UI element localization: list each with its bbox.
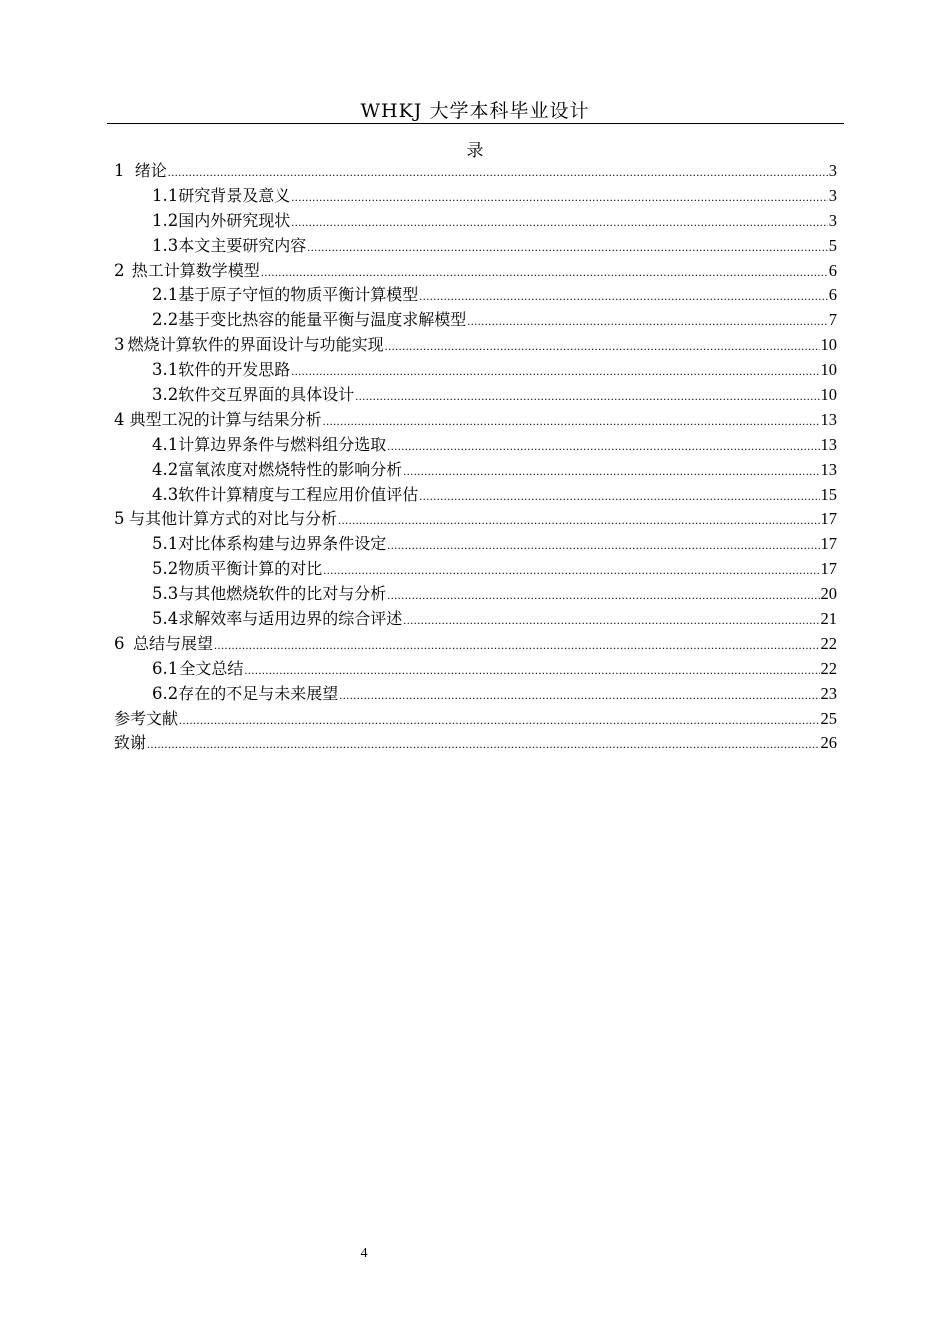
toc-entry-title: 软件计算精度与工程应用价值评估 (178, 484, 419, 504)
toc-leader-dots (307, 235, 827, 259)
toc-leader-dots (387, 533, 819, 557)
toc-entry-page: 3 (828, 161, 837, 180)
toc-entry[interactable] (114, 458, 837, 483)
toc-leader-dots (244, 658, 819, 682)
toc-entry-number: 6.2 (152, 683, 179, 703)
toc-entry-title: 基于变比热容的能量平衡与温度求解模型 (178, 310, 467, 330)
toc-entry-title: 全文总结 (179, 658, 244, 678)
toc-entry-title: 对比体系构建与边界条件设定 (178, 534, 387, 554)
toc-entry[interactable] (114, 259, 837, 284)
toc-leader-dots (403, 459, 819, 483)
toc-entry-page: 5 (828, 235, 837, 255)
toc-entry-number: 5.2 (152, 559, 179, 579)
toc-entry-page: 17 (820, 509, 837, 529)
toc-entry[interactable] (114, 383, 837, 408)
toc-entry-title: 热工计算数学模型 (131, 260, 260, 280)
toc-entry-number: 5.4 (152, 609, 179, 629)
toc-entry[interactable] (114, 159, 837, 184)
toc-entry-number: 4.3 (152, 484, 179, 504)
page-number: 4 (360, 1246, 368, 1261)
toc-entry[interactable] (114, 234, 837, 259)
toc-entry[interactable] (114, 657, 837, 682)
toc-entry-title: 参考文献 (114, 708, 179, 728)
toc-leader-dots (323, 558, 819, 582)
toc-entry-number: 5.1 (152, 534, 179, 554)
toc-entry-page: 6 (828, 285, 837, 305)
toc-leader-dots (403, 608, 819, 632)
toc-entry[interactable] (114, 731, 837, 756)
toc-entry[interactable] (114, 707, 837, 732)
toc-entry[interactable] (114, 557, 837, 582)
toc-entry-page: 10 (820, 360, 837, 380)
table-of-contents (114, 159, 837, 756)
toc-entry-title: 总结与展望 (133, 633, 214, 653)
toc-entry-number: 4.2 (152, 459, 179, 479)
toc-entry[interactable] (114, 283, 837, 308)
toc-leader-dots (419, 484, 819, 508)
toc-entry-title: 与其他计算方式的对比与分析 (129, 509, 338, 529)
toc-entry-title: 物质平衡计算的对比 (178, 559, 323, 579)
toc-entry-page: 13 (820, 409, 837, 429)
toc-entry[interactable] (114, 607, 837, 632)
toc-entry-page: 10 (820, 385, 837, 405)
toc-entry-number: 1.3 (152, 235, 179, 255)
toc-entry-page: 13 (820, 434, 837, 454)
toc-entry-page: 23 (820, 683, 837, 703)
toc-entry-page: 22 (820, 633, 837, 653)
toc-entry-title: 本文主要研究内容 (178, 235, 307, 255)
toc-entry-page: 17 (820, 534, 837, 554)
toc-entry-title: 存在的不足与未来展望 (178, 683, 339, 703)
toc-entry-title: 与其他燃烧软件的比对与分析 (178, 584, 387, 604)
toc-entry[interactable] (114, 308, 837, 333)
toc-entry-number: 6.1 (152, 658, 179, 678)
toc-leader-dots (338, 508, 819, 532)
toc-leader-dots (387, 434, 819, 458)
toc-entry-title: 富氧浓度对燃烧特性的影响分析 (178, 459, 403, 479)
toc-leader-dots (147, 732, 819, 756)
toc-leader-dots (323, 409, 820, 433)
toc-leader-dots (419, 284, 827, 308)
running-header: WHKJ 大学本科毕业设计 (360, 100, 590, 122)
toc-entry[interactable] (114, 184, 837, 209)
toc-leader-dots (387, 583, 819, 607)
toc-entry-number: 3 (114, 335, 125, 355)
toc-entry-title: 软件交互界面的具体设计 (178, 385, 355, 405)
toc-entry-number: 2.2 (152, 310, 179, 330)
toc-entry[interactable] (114, 632, 837, 657)
toc-heading: 录 (466, 141, 484, 161)
toc-entry[interactable] (114, 532, 837, 557)
toc-entry-title: 基于原子守恒的物质平衡计算模型 (178, 285, 419, 305)
toc-entry-number: 3.2 (152, 385, 179, 405)
toc-entry-number: 2.1 (152, 285, 179, 305)
toc-entry-page: 3 (828, 210, 837, 230)
header-rule (107, 123, 844, 124)
toc-entry-page: 22 (820, 658, 837, 678)
toc-entry[interactable] (114, 433, 837, 458)
toc-leader-dots (291, 210, 827, 234)
toc-entry-title: 国内外研究现状 (178, 210, 291, 230)
toc-entry-page: 3 (828, 185, 837, 205)
toc-entry-number: 1.1 (152, 185, 179, 205)
toc-leader-dots (214, 633, 819, 657)
toc-entry-page: 6 (828, 260, 837, 280)
toc-entry-number: 5 (114, 509, 125, 529)
toc-entry[interactable] (114, 333, 837, 358)
toc-entry-title: 计算边界条件与燃料组分选取 (178, 434, 387, 454)
toc-entry[interactable] (114, 209, 837, 234)
toc-entry-title: 典型工况的计算与结果分析 (129, 409, 322, 429)
toc-entry-page: 7 (828, 310, 837, 330)
toc-entry-page: 21 (820, 609, 837, 629)
toc-entry-page: 26 (820, 733, 837, 753)
toc-entry-number: 2 (114, 260, 125, 280)
toc-leader-dots (291, 359, 819, 383)
toc-leader-dots (291, 185, 827, 209)
toc-entry-title: 燃烧计算软件的界面设计与功能实现 (127, 335, 384, 355)
toc-leader-dots (168, 160, 828, 184)
toc-entry-page: 15 (820, 484, 837, 504)
toc-leader-dots (339, 683, 819, 707)
toc-entry-title: 绪论 (134, 161, 167, 180)
toc-entry-number: 4.1 (152, 434, 179, 454)
toc-entry-number: 5.3 (152, 584, 179, 604)
toc-leader-dots (355, 384, 819, 408)
toc-entry-page: 17 (820, 559, 837, 579)
toc-entry-page: 20 (820, 584, 837, 604)
toc-entry-number: 1.2 (152, 210, 179, 230)
toc-entry[interactable] (114, 682, 837, 707)
toc-entry-page: 25 (820, 708, 837, 728)
toc-entry-title: 软件的开发思路 (178, 360, 291, 380)
toc-entry[interactable] (114, 483, 837, 508)
toc-entry[interactable] (114, 358, 837, 383)
toc-entry-number: 1 (114, 161, 125, 180)
toc-entry[interactable] (114, 582, 837, 607)
toc-leader-dots (385, 334, 820, 358)
toc-leader-dots (179, 708, 819, 732)
toc-leader-dots (467, 309, 827, 333)
toc-entry-page: 13 (820, 459, 837, 479)
toc-entry[interactable] (114, 408, 837, 433)
toc-entry-page: 10 (820, 335, 837, 355)
toc-entry-number: 4 (114, 409, 125, 429)
toc-entry-number: 6 (114, 633, 125, 653)
toc-entry-title: 致谢 (114, 733, 147, 753)
toc-entry-number: 3.1 (152, 360, 179, 380)
toc-entry-title: 求解效率与适用边界的综合评述 (178, 609, 403, 629)
toc-entry[interactable] (114, 507, 837, 532)
toc-entry-title: 研究背景及意义 (178, 185, 291, 205)
toc-leader-dots (261, 260, 828, 284)
